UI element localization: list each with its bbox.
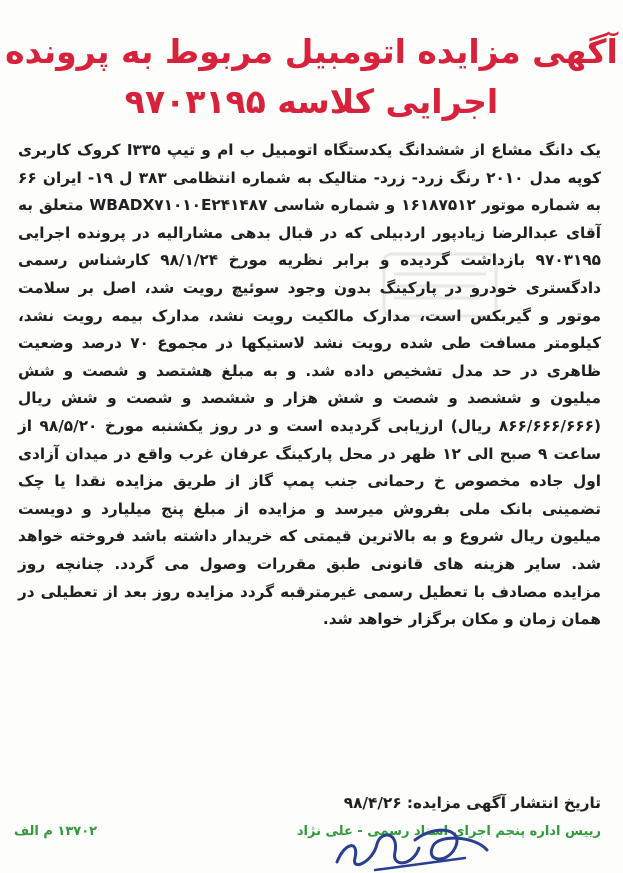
- notice-footer: [14, 820, 601, 844]
- notice-body: یک دانگ مشاع از ششدانگ یکدستگاه اتومبیل ب ام و تیپ I۳۳۵ کروک کاربری کوپه مدل ۲۰۱۰ رنگ زرد- زرد- متالیک به شماره انتظامی ۳۸۳ ل ۱۹- ایران ۶۶ به شماره موتور ۱۶۱۸۷۵۱۲ و شماره شاسی WBADX۷۱۰۱۰E۲۴۱۴۸۷ متعلق به آقای عبدالرضا زیادپور اردبیلی که در قبال بدهی مشارالیه در پرونده اجرایی ۹۷۰۳۱۹۵ بازداشت گردیده و برابر نظریه مورخ ۹۸/۱/۲۴ کارشناس رسمی دادگستری خودرو در پارکینگ بدون وجود سوئیچ رویت شد، اصل بر سلامت موتور و گیربکس است، مدارک مالکیت رویت نشد، مدارک بیمه رویت نشد، کیلومتر مسافت طی شده رویت نشد لاستیکها در مجموع ۷۰ درصد وضعیت ظاهری در حد مدل تشخیص داده شد. و به مبلغ هشتصد و شصت و شش میلیون و ششصد و شصت و شش هزار و ششصد و شصت و شش ریال (۸۶۶/۶۶۶/۶۶۶ ریال) ارزیابی گردیده است و در روز یکشنبه مورخ ۹۸/۵/۲۰ از ساعت ۹ صبح الی ۱۲ ظهر در محل پارکینگ عرفان غرب واقع در میدان آزادی اول جاده مخصوص خ رحمانی جنب پمپ گاز از طریق مزایده نقدا یا چک تضمینی بانک ملی بفروش میرسد و مزایده از مبلغ پنج میلیارد و دویست میلیون ریال شروع و به بالاترین قیمتی که خریدار داشته باشد فروخته خواهد شد. سایر هزینه های قانونی طبق مقررات وصول می گردد. چنانچه روز مزایده مصادف با تعطیل رسمی غیرمترقبه گردد مزایده روز بعد از تعطیلی در همان زمان و مکان برگزار خواهد شد.: [18, 141, 601, 629]
- handwritten-signature: [315, 822, 505, 873]
- notice-title: آگهی مزایده اتومبیل مربوط به پرونده: [5, 32, 618, 71]
- signatory: رییس اداره پنجم اجرای اسناد رسمی - علی نژاد: [296, 824, 601, 839]
- publication-date: تاریخ انتشار آگهی مزایده: ۹۸/۴/۲۶: [343, 794, 601, 812]
- reference-code: ۱۳۷۰۲ م الف: [14, 824, 98, 839]
- notice-title-case-number: اجرایی کلاسه ۹۷۰۳۱۹۵: [124, 82, 499, 121]
